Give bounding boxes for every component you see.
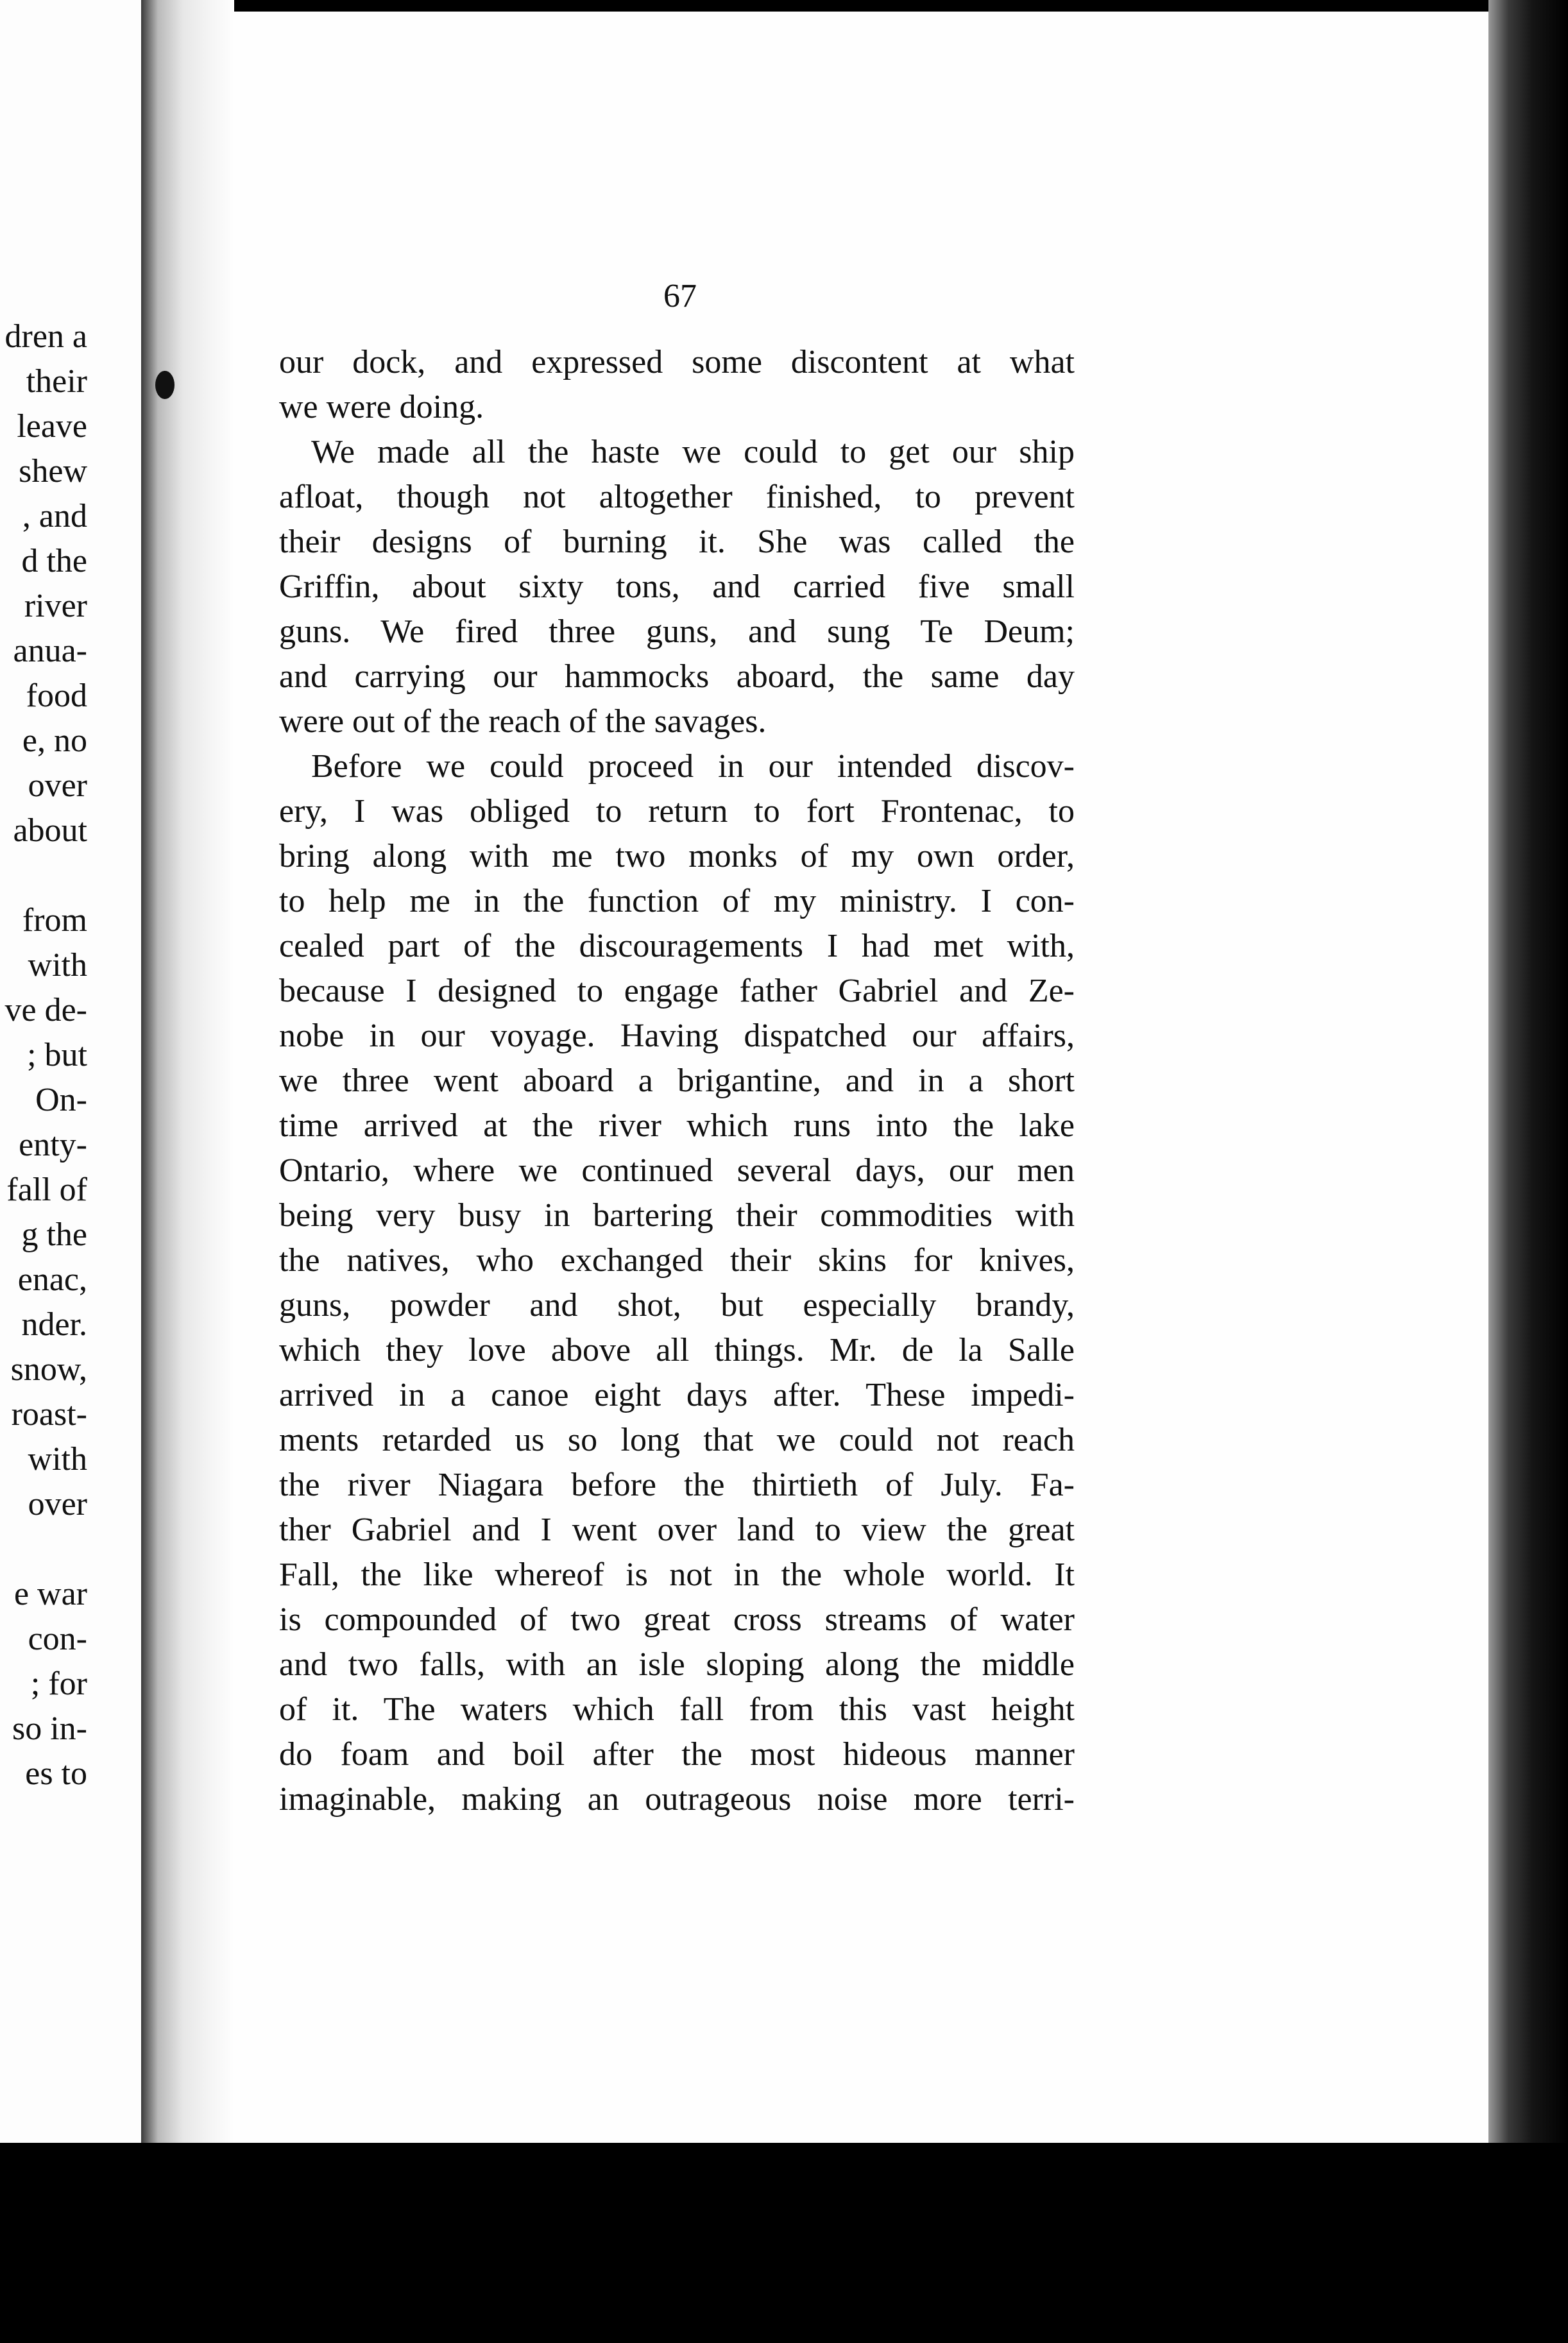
text-line: we three went aboard a brigantine, and in a short bbox=[279, 1062, 1075, 1099]
scan-border-top bbox=[0, 0, 1568, 12]
text-line: ther Gabriel and I went over land to view the great bbox=[279, 1512, 1075, 1548]
text-line: of it. The waters which fall from this vast height bbox=[279, 1691, 1075, 1728]
previous-page-fragment bbox=[0, 0, 141, 2143]
text-line: arrived in a canoe eight days after. These impedi- bbox=[279, 1377, 1075, 1413]
text-line: Griffin, about sixty tons, and carried five small bbox=[279, 568, 1075, 605]
previous-page-line: shew bbox=[19, 453, 87, 490]
text-line: time arrived at the river which runs into the lake bbox=[279, 1107, 1075, 1144]
text-line: because I designed to engage father Gabriel and Ze- bbox=[279, 973, 1075, 1009]
text-line: ments retarded us so long that we could not reach bbox=[279, 1422, 1075, 1458]
text-line: were out of the reach of the savages. bbox=[279, 703, 767, 740]
previous-page-line: anua- bbox=[13, 633, 87, 669]
previous-page-line: enty- bbox=[19, 1127, 87, 1163]
page-edge-shadow bbox=[1488, 0, 1568, 2343]
text-line: is compounded of two great cross streams of water bbox=[279, 1601, 1075, 1638]
previous-page-line: g the bbox=[21, 1216, 87, 1253]
previous-page-line: food bbox=[26, 677, 87, 714]
previous-page-line: with bbox=[28, 1441, 87, 1478]
previous-page-line: fall of bbox=[6, 1172, 87, 1208]
text-line: the river Niagara before the thirtieth of July. Fa- bbox=[279, 1467, 1075, 1503]
previous-page-line: On- bbox=[35, 1082, 87, 1118]
text-line: do foam and boil after the most hideous manner bbox=[279, 1736, 1075, 1773]
text-line: afloat, though not altogether finished, to prevent bbox=[279, 479, 1075, 515]
text-line: and two falls, with an isle sloping along the middle bbox=[279, 1646, 1075, 1683]
page-number: 67 bbox=[663, 278, 697, 314]
previous-page-line: river bbox=[24, 588, 87, 624]
text-line: Ontario, where we continued several days, our men bbox=[279, 1152, 1075, 1189]
text-line: bring along with me two monks of my own order, bbox=[279, 838, 1075, 874]
previous-page-line: so in- bbox=[12, 1710, 87, 1747]
previous-page-line: dren a bbox=[4, 318, 87, 355]
previous-page-line: their bbox=[26, 363, 87, 400]
text-line: Before we could proceed in our intended discov- bbox=[311, 748, 1075, 785]
text-line: their designs of burning it. She was called the bbox=[279, 524, 1075, 560]
text-line: guns, powder and shot, but especially brandy, bbox=[279, 1287, 1075, 1324]
previous-page-line: es to bbox=[25, 1755, 87, 1792]
previous-page-line: d the bbox=[21, 543, 87, 579]
previous-page-line: leave bbox=[17, 408, 87, 445]
previous-page-line: enac, bbox=[17, 1261, 87, 1298]
text-line: ery, I was obliged to return to fort Frontenac, to bbox=[279, 793, 1075, 830]
previous-page-line: e war bbox=[13, 1576, 87, 1612]
page-body-text bbox=[279, 340, 1075, 1822]
previous-page-line: e, no bbox=[22, 722, 87, 759]
previous-page-line: ; but bbox=[27, 1037, 87, 1073]
previous-page-line: snow, bbox=[10, 1351, 87, 1388]
text-line: guns. We fired three guns, and sung Te Deum; bbox=[279, 613, 1075, 650]
previous-page-line: ve de- bbox=[4, 992, 87, 1028]
text-line: and carrying our hammocks aboard, the same day bbox=[279, 658, 1075, 695]
previous-page-line: nder. bbox=[21, 1306, 87, 1343]
previous-page-text bbox=[5, 314, 87, 1796]
previous-page-line: , and bbox=[22, 498, 87, 534]
previous-page-line bbox=[5, 1527, 87, 1572]
text-line: which they love above all things. Mr. de la Salle bbox=[279, 1332, 1075, 1368]
previous-page-line: about bbox=[13, 812, 87, 849]
text-line: cealed part of the discouragements I had met with, bbox=[279, 928, 1075, 964]
text-line: imaginable, making an outrageous noise more terri- bbox=[279, 1781, 1075, 1818]
book-gutter bbox=[141, 0, 234, 2143]
previous-page-line: from bbox=[22, 902, 87, 939]
previous-page-line: with bbox=[28, 947, 87, 984]
text-line: being very busy in bartering their commodities with bbox=[279, 1197, 1075, 1234]
text-line: the natives, who exchanged their skins for knives, bbox=[279, 1242, 1075, 1279]
scan-border-bottom bbox=[0, 2143, 1568, 2343]
text-line: we were doing. bbox=[279, 389, 484, 425]
text-line: nobe in our voyage. Having dispatched our affairs, bbox=[279, 1018, 1075, 1054]
previous-page-line: over bbox=[28, 1486, 87, 1522]
previous-page-line: roast- bbox=[11, 1396, 87, 1433]
previous-page-line: con- bbox=[28, 1621, 87, 1657]
previous-page-line: ; for bbox=[30, 1666, 87, 1702]
text-line: We made all the haste we could to get our ship bbox=[311, 434, 1075, 470]
text-line: Fall, the like whereof is not in the whole world. It bbox=[279, 1556, 1075, 1593]
previous-page-line: over bbox=[28, 767, 87, 804]
text-line: our dock, and expressed some discontent at what bbox=[279, 344, 1075, 380]
binding-mark bbox=[155, 371, 175, 399]
previous-page-line bbox=[5, 853, 87, 898]
text-line: to help me in the function of my ministry. I con- bbox=[279, 883, 1075, 919]
